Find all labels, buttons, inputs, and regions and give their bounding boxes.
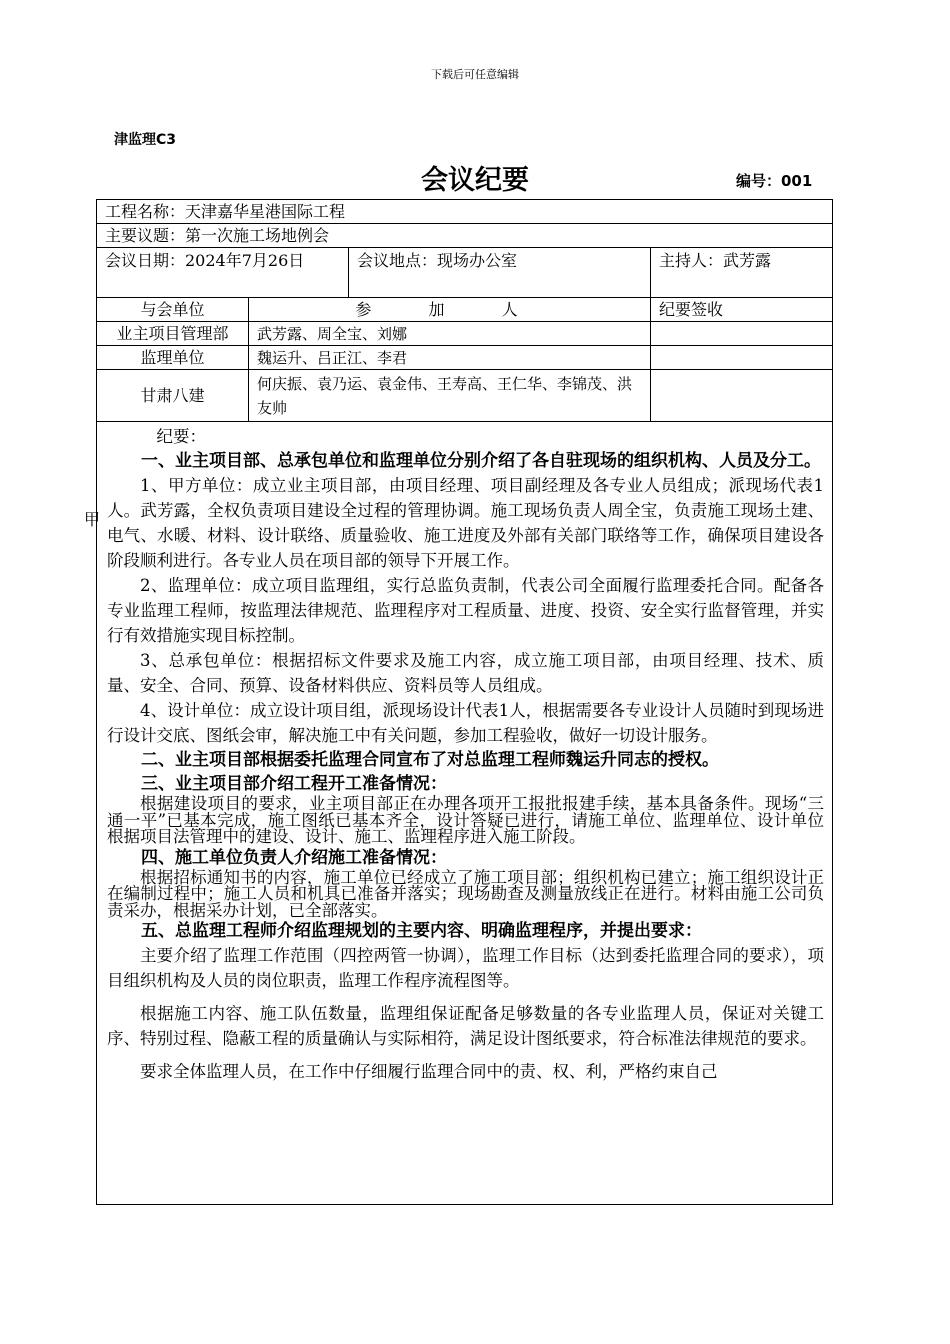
paragraph-2: 2、监理单位：成立项目监理组，实行总监负责制，代表公司全面履行监理委托合同。配备各专业监理工程师，按监理法律规范、监理程序对工程质量、进度、投资、安全实行监督管理，并实行有效措施实现目标控制。 xyxy=(107,576,825,645)
paragraph-4: 4、设计单位：成立设计项目组，派现场设计代表1人，根据需要各专业设计人员随时到现场进行设计交底、图纸会审，解决施工中有关问题，参加工程验收，做好一切设计服务。 xyxy=(107,701,825,745)
meeting-info-row xyxy=(97,248,833,298)
paragraph-5: 根据建设项目的要求，业主项目部正在办理各项开工报批报建手续，基本具备条件。现场“三通一平”已基本完成，施工图纸已基本齐全，设计答疑已进行，请施工单位、监理单位、设计单位根据项目法管理中的建设、设计、施工、监理程序进入施工阶段。 xyxy=(107,794,825,846)
minutes-body xyxy=(97,422,833,1205)
section-heading-5: 五、总监理工程师介绍监理规划的主要内容、明确监理程序，并提出要求： xyxy=(141,921,702,941)
attendee-unit: 监理单位 xyxy=(97,346,249,370)
meeting-date: 会议日期：2024年7月26日 xyxy=(97,248,349,298)
attendee-row xyxy=(97,322,833,346)
document-title: 会议纪要 xyxy=(421,165,529,196)
meeting-host: 主持人：武芳露 xyxy=(651,248,833,298)
document-number: 编号：001 xyxy=(736,172,813,190)
meeting-location: 会议地点：现场办公室 xyxy=(349,248,651,298)
attendee-sign xyxy=(651,346,833,370)
attendee-row xyxy=(97,346,833,370)
attendee-people: 魏运升、吕正江、李君 xyxy=(249,346,651,370)
section-heading-3: 三、业主项目部介绍工程开工准备情况： xyxy=(141,774,447,794)
topic-row xyxy=(97,224,833,248)
paragraph-8: 根据施工内容、施工队伍数量，监理组保证配备足够数量的各专业监理人员，保证对关键工序、特别过程、隐蔽工程的质量确认与实际相符，满足设计图纸要求，符合标准法律规范的要求。 xyxy=(107,1004,825,1048)
attendee-unit: 业主项目管理部 xyxy=(97,322,249,346)
section-heading-4: 四、施工单位负责人介绍施工准备情况： xyxy=(141,847,447,868)
section-heading-2: 二、业主项目部根据委托监理合同宣布了对总监理工程师魏运升同志的授权。 xyxy=(141,750,719,770)
paragraph-3: 3、总承包单位：根据招标文件要求及施工内容，成立施工项目部，由项目经理、技术、质量、安全、合同、预算、设备材料供应、资料员等人员组成。 xyxy=(107,651,825,695)
attendee-sign xyxy=(651,370,833,422)
header-sign: 纪要签收 xyxy=(651,298,833,322)
paragraph-1: 1、甲方单位：成立业主项目部，由项目经理、项目副经理及各专业人员组成；派现场代表1人。武芳露，全权负责项目建设全过程的管理协调。施工现场负责人周全宝，负责施工现场土建、电气、水暖、材料、设计联络、质量验收、施工进度及外部有关部门联络等工作，确保项目建设各阶段顺利进行。各专业人员在项目部的领导下开展工作。 xyxy=(107,476,825,570)
minutes-body-row xyxy=(97,422,833,1205)
paragraph-9: 要求全体监理人员，在工作中仔细履行监理合同中的责、权、利，严格约束自己 xyxy=(140,1062,718,1081)
attendee-unit: 甘肃八建 xyxy=(97,370,249,422)
attendee-people: 何庆振、袁乃运、袁金伟、王寿高、王仁华、李锦茂、洪友帅 xyxy=(249,370,651,422)
meeting-topic: 主要议题：第一次施工场地例会 xyxy=(97,224,833,248)
project-name-row xyxy=(97,200,833,224)
attendee-row xyxy=(97,370,833,422)
attendee-sign xyxy=(651,322,833,346)
header-attendees: 参 加 人 xyxy=(249,298,651,322)
header-unit: 与会单位 xyxy=(97,298,249,322)
paragraph-7: 主要介绍了监理工作范围（四控两管一协调），监理工作目标（达到委托监理合同的要求），项目组织机构及人员的岗位职责，监理工作程序流程图等。 xyxy=(107,946,825,990)
section-heading-1: 一、业主项目部、总承包单位和监理单位分别介绍了各自驻现场的组织机构、人员及分工。 xyxy=(141,451,821,471)
minutes-label: 纪要： xyxy=(156,427,206,446)
project-name: 工程名称：天津嘉华星港国际工程 xyxy=(97,200,833,224)
page-header-note: 下载后可任意编辑 xyxy=(431,68,519,81)
margin-mark: 甲 xyxy=(84,510,101,529)
minutes-table xyxy=(96,199,833,1205)
attendee-header-row xyxy=(97,298,833,322)
paragraph-6: 根据招标通知书的内容，施工单位已经成立了施工项目部；组织机构已建立；施工组织设计正在编制过程中；施工人员和机具已准备并落实；现场勘查及测量放线正在进行。材料由施工公司负责采办，根据采办计划，已全部落实。 xyxy=(107,867,825,920)
form-code: 津监理C3 xyxy=(114,132,177,148)
attendee-people: 武芳露、周全宝、刘娜 xyxy=(249,322,651,346)
